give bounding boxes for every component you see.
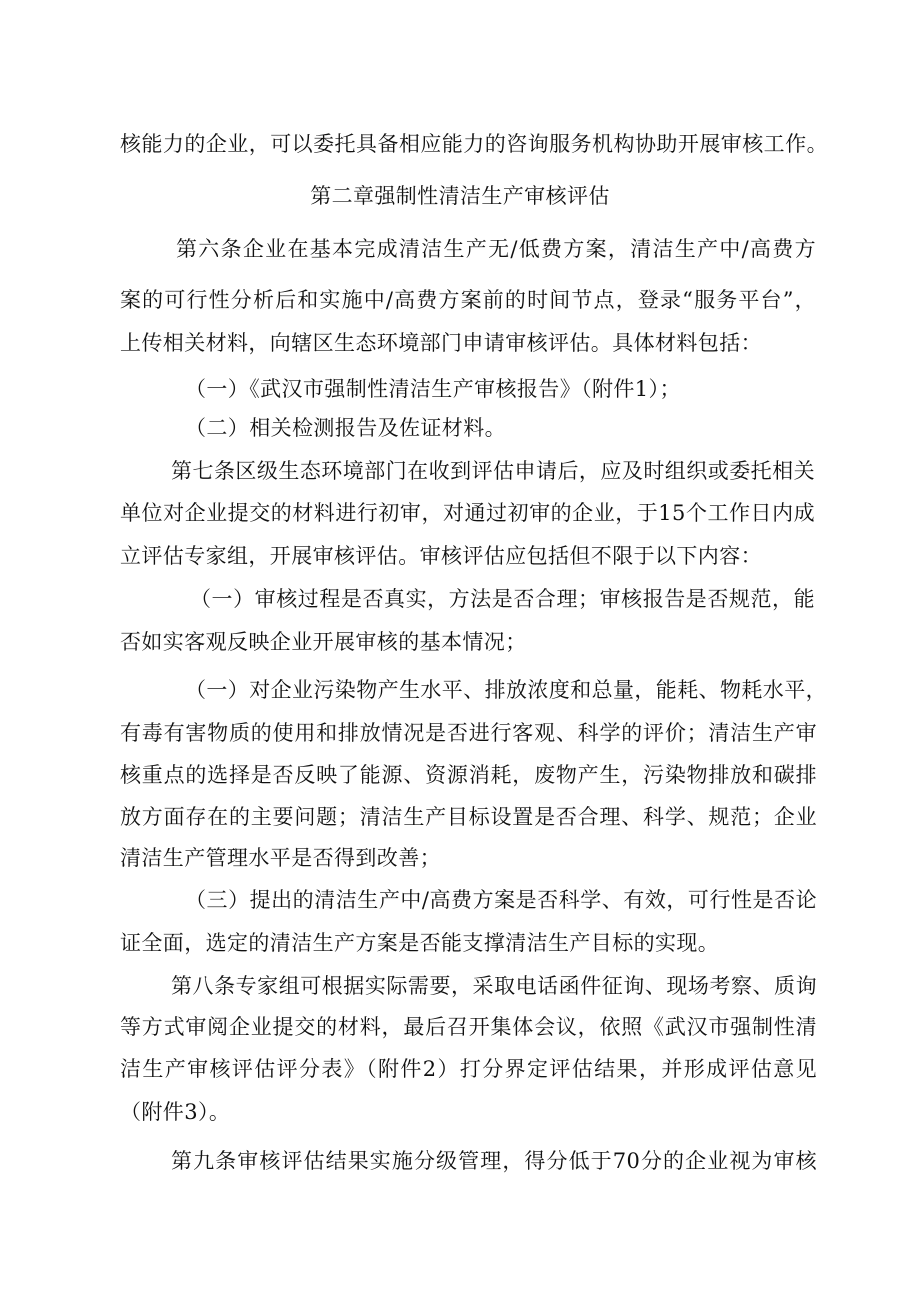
article-8-line-2: 等方式审阅企业提交的材料，最后召开集体会议，依照《武汉市强制性清 — [120, 1015, 817, 1039]
article-7-item-2-line-4: 放方面存在的主要问题；清洁生产目标设置是否合理、科学、规范；企业 — [120, 805, 817, 829]
chapter-heading: 第二章强制性清洁生产审核评估 — [310, 184, 610, 208]
article-7-item-2-line-1: （一）对企业污染物产生水平、排放浓度和总量，能耗、物耗水平， — [185, 678, 827, 702]
article-8-line-1: 第八条专家组可根据实际需要，采取电话函件征询、现场考察、质询 — [171, 974, 817, 998]
article-8-line-4: （附件3）。 — [120, 1100, 231, 1124]
article-9-line-1: 第九条审核评估结果实施分级管理，得分低于70分的企业视为审核 — [171, 1149, 817, 1173]
article-7-item-3-line-2: 证全面，选定的清洁生产方案是否能支撑清洁生产目标的实现。 — [120, 931, 720, 955]
article-6-line-3: 上传相关材料，向辖区生态环境部门申请审核评估。具体材料包括： — [120, 331, 762, 355]
article-7-item-2-line-3: 核重点的选择是否反映了能源、资源消耗，废物产生，污染物排放和碳排 — [120, 763, 817, 787]
article-7-item-1-line-1: （一）审核过程是否真实，方法是否合理；审核报告是否规范，能 — [190, 587, 815, 611]
article-8-line-3: 洁生产审核评估评分表》（附件2）打分界定评估结果，并形成评估意见 — [120, 1057, 817, 1081]
article-7-item-2-line-2: 有毒有害物质的使用和排放情况是否进行客观、科学的评价；清洁生产审 — [120, 721, 817, 745]
article-7-item-1-line-2: 否如实客观反映企业开展审核的基本情况； — [120, 630, 527, 654]
article-6-item-1: （一）《武汉市强制性清洁生产审核报告》（附件1）； — [185, 377, 681, 401]
article-7-item-3-line-1: （三）提出的清洁生产中/高费方案是否科学、有效，可行性是否论 — [185, 888, 817, 912]
article-7-line-2: 单位对企业提交的材料进行初审，对通过初审的企业，于15个工作日内成 — [120, 501, 815, 525]
text-line-1: 核能力的企业，可以委托具备相应能力的咨询服务机构协助开展审核工作。 — [120, 132, 828, 156]
article-6-item-2: （二）相关检测报告及佐证材料。 — [185, 416, 506, 440]
article-6-line-2: 案的可行性分析后和实施中/高费方案前的时间节点，登录“服务平台”， — [120, 288, 816, 312]
article-7-line-1: 第七条区级生态环境部门在收到评估申请后，应及时组织或委托相关 — [171, 459, 815, 483]
article-6-line-1: 第六条企业在基本完成清洁生产无/低费方案，清洁生产中/高费方 — [176, 237, 816, 261]
article-7-item-2-line-5: 清洁生产管理水平是否得到改善； — [120, 846, 441, 870]
article-7-line-3: 立评估专家组，开展审核评估。审核评估应包括但不限于以下内容： — [120, 544, 762, 568]
